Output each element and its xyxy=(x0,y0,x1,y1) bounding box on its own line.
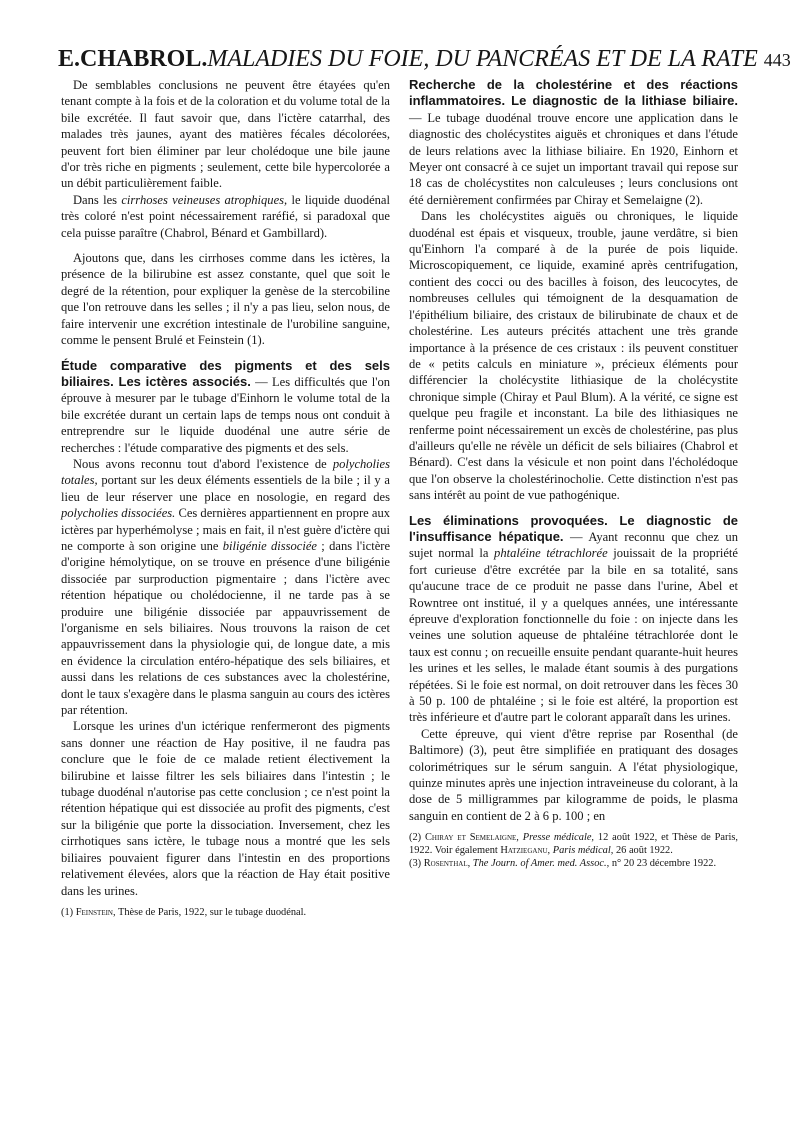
footnote: (1) Feinstein, Thèse de Paris, 1922, sur le tubage duodénal. xyxy=(61,906,307,918)
header-title: MALADIES DU FOIE, DU PANCRÉAS ET DE LA RATE xyxy=(207,46,758,72)
footnote-separator xyxy=(409,828,738,829)
section-heading: Les éliminations provoquées. Le diagnostic de l'insuffisance hépatique. xyxy=(409,512,738,544)
left-column: De semblables conclusions ne peuvent être étayées qu'en tenant compte à la fois et de la coloration et du volume total de la bile excrétée. Il faut savoir que, dans l'ictère catarrhal, des malades très jaunes, ayant des matières fécales décolorées, peuvent fort bien éliminer par leur cholédoque une bile jaune d'or très riche en pigments ; seulement, cette bile hypercolorée a un débit particulièrement faible. Dans les cirrhoses veineuses atrophiques, le liquide duodénal très coloré n'est point nécessairement raréfié, si paradoxal que cela puisse paraître (Chabrol, Bénard et Gambillard). Ajoutons que, dans les cirrhoses comme dans les ictères, la présence de la bilirubine est assez constante, quel que soit le degré de la rétention, pour expliquer la genèse de la stercobiline que l'on retrouve dans les selles ; il n'y a pas lieu, selon nous, de faire intervenir une excrétion intestinale de l'urobiline sanguine, comme le pensent Brulé et Feinstein (1). Étude comparative des pigments et des sels biliaires. Les ictères associés. — Les difficultés que l'on éprouve à mesurer par le tubage d'Einhorn le volume total de la bile excrétée durant un certain laps de temps nous ont conduit à entreprendre sur le liquide duodénal une autre série de recherches : l'étude comparative des pigments et des sels. Nous avons reconnu tout d'abord l'existence de polycholies totales, portant sur les deux éléments essentiels de la bile ; il y a lieu de leur réserver une place en nosologie, en regard des polycholies dissociées. Ces dernières appartiennent en propre aux ictères par hyperhémolyse ; mais en fait, il n'est guère d'ictère qui ne comporte à son origine une biligénie dissociée ; dans l'ictère d'origine hémolytique, on se trouve en présence d'une biligénie dissociée par surproduction pigmentaire ; dans l'ictère avec rétention hépatique ou cholédocienne, il ne tarde pas à se produire une biligénie dissociée par appauvrissement de l'organisme en sels biliaires. Nous trouvons la raison de cet appauvrissement dans la physiologie qui, de longue date, a mis en évidence la circulation entéro-hépatique des sels biliaires, et aussi dans les relations de ces substances avec la cholestérine, dont le taux s'exagère dans le plasma sanguin au cours des ictères par rétention. Lorsque les urines d'un ictérique renfermeront des pigments sans donner une réaction de Hay positive, il ne faudra pas conclure que le foie de ce malade retient électivement la bilirubine et laisse filtrer les sels biliaires dans l'intestin ; le tubage duodénal n'autorise pas cette conclusion ; ce n'est point la rétention hépatique qui est dissociée au profit des pigments, c'est sur la biligénie que porte la dissociation. Inversement, chez les cirrhotiques sans ictère, le tubage nous a montré que les sels biliaires pouvaient figurer dans l'intestin en des proportions relativement élevées, alors que la réaction de Hay était positive dans les urines. (1) Feinstein, Thèse de Paris, 1922, sur le tubage duodénal. xyxy=(61,78,391,918)
paragraph: Nous avons reconnu tout d'abord l'existence de polycholies totales, portant sur les deux éléments essentiels de la bile ; il y a lieu de leur réserver une place en nosologie, en regard des polycholies dissociées. Ces dernières appartiennent en propre aux ictères par hyperhémolyse ; mais en fait, il n'est guère d'ictère qui ne comporte à son origine une biligénie dissociée ; dans l'ictère d'origine hémolytique, on se trouve en présence d'une biligénie dissociée par surproduction pigmentaire ; dans l'ictère avec rétention hépatique ou cholédocienne, il ne tarde pas à se produire une biligénie dissociée par appauvrissement de l'organisme en sels biliaires. Nous trouvons la raison de cet appauvrissement dans la physiologie qui, de longue date, a mis en évidence la circulation entéro-hépatique des sels biliaires, et aussi dans les relations de ces substances avec la cholestérine, dont le taux s'exagère dans le plasma sanguin au cours des ictères par rétention. xyxy=(61,456,391,718)
footnote: (3) Rosenthal, The Journ. of Amer. med. Assoc., n° 20 23 décembre 1922. xyxy=(409,858,717,870)
running-header xyxy=(58,45,791,74)
footnote: (2) Chiray et Semelaigne, Presse médicale, 12 août 1922, et Thèse de Paris, 1922. Voir également Hatzieganu, Paris médical, 26 août 1922. xyxy=(409,832,739,857)
section-heading: Étude comparative des pigments et des sels biliaires. Les ictères associés. xyxy=(61,357,390,389)
paragraph: Lorsque les urines d'un ictérique renfermeront des pigments sans donner une réaction de Hay positive, il ne faudra pas conclure que le foie de ce malade retient électivement la bilirubine et laisse filtrer les sels biliaires dans l'intestin ; le tubage duodénal n'autorise pas cette conclusion ; ce n'est point la rétention hépatique qui est dissociée au profit des pigments, c'est sur la biligénie que porte la dissociation. Inversement, chez les cirrhotiques sans ictère, le tubage nous a montré que les sels biliaires pouvaient figurer dans l'intestin en des proportions relativement élevées, alors que la réaction de Hay était positive dans les urines. xyxy=(61,719,390,898)
header-author: E.CHABROL. xyxy=(58,46,208,72)
paragraph: Dans les cirrhoses veineuses atrophiques, le liquide duodénal très coloré n'est point nécessairement raréfié, si paradoxal que cela puisse paraître (Chabrol, Bénard et Gambillard). xyxy=(61,192,390,240)
paragraph: De semblables conclusions ne peuvent être étayées qu'en tenant compte à la fois et de la coloration et du volume total de la bile excrétée. Il faut savoir que, dans l'ictère catarrhal, des malades très jaunes, ayant des matières fécales décolorées, peuvent fort bien éliminer par leur cholédoque une bile jaune d'or très riche en pigments ; seulement, cette bile hypercolorée a un débit particulièrement faible. xyxy=(61,78,390,191)
page-number: 443 xyxy=(763,50,791,70)
footnote-separator xyxy=(61,903,390,904)
paragraph: Dans les cholécystites aiguës ou chroniques, le liquide duodénal est épais et visqueux, trouble, jaune verdâtre, si bien qu'Einhorn l'a comparé à de la purée de pois liquide. Microscopiquement, ce liquide, examiné après centrifugation, contient des cocci ou des bacilles à foison, des leucocytes, de nombreuses cellules qui témoignent de la desquamation de l'épithélium biliaire, des cristaux de bilirubinate de chaux et de cholestérine. Les auteurs précités attachent une très grande importance à la présence de ces cristaux : ils peuvent constituer de « petits calculs en miniature », précieux éléments pour différencier la cholécystite lithiasique de la cholécystite chronique simple (Chiray et Paul Blum). A la vérité, ce signe est quelque peu fragile et inconstant. La bile des lithiasiques ne renferme point nécessairement un excès de cholestérine, pas plus d'ailleurs qu'elle ne révèle un déficit de sels biliaires (Chabrol et Bénard). C'est dans la vésicule et non point dans l'écholédoque que l'on observe la cholestérinocholie. Cette distinction n'est pas sans intérêt au point de vue pathogénique. xyxy=(409,209,738,503)
paragraph: Ajoutons que, dans les cirrhoses comme dans les ictères, la présence de la bilirubine est assez constante, quel que soit le degré de la rétention, pour expliquer la genèse de la stercobiline que l'on retrouve dans les selles ; il n'y a pas lieu, selon nous, de faire intervenir une excrétion intestinale de l'urobiline sanguine, comme le pensent Brulé et Feinstein (1). xyxy=(61,251,390,348)
section-heading: Recherche de la cholestérine et des réactions inflammatoires. Le diagnostic de la lithiase biliaire. xyxy=(409,77,738,109)
right-column: Recherche de la cholestérine et des réactions inflammatoires. Le diagnostic de la lithiase biliaire. — Le tubage duodénal trouve encore une application dans le diagnostic des cholécystites aiguës et chroniques et dans l'étude de leurs relations avec la lithiase biliaire. En 1920, Einhorn et Meyer ont consacré à ce sujet un important travail qui repose sur 18 cas de cholécystites non calculeuses ; leurs conclusions ont été dernièrement confirmées par Chiray et Semelaigne (2). Dans les cholécystites aiguës ou chroniques, le liquide duodénal est épais et visqueux, trouble, jaune verdâtre, si bien qu'Einhorn l'a comparé à de la purée de pois liquide. Microscopiquement, ce liquide, examiné après centrifugation, contient des cocci ou des bacilles à foison, des leucocytes, de nombreuses cellules qui témoignent de la desquamation de l'épithélium biliaire, des cristaux de bilirubinate de chaux et de cholestérine. Les auteurs précités attachent une très grande importance à la présence de ces cristaux : ils peuvent constituer de « petits calculs en miniature », précieux éléments pour différencier la cholécystite lithiasique de la cholécystite chronique simple (Chiray et Paul Blum). A la vérité, ce signe est quelque peu fragile et inconstant. La bile des lithiasiques ne renferme point nécessairement un excès de cholestérine, pas plus d'ailleurs qu'elle ne révèle un déficit de sels biliaires (Chabrol et Bénard). C'est dans la vésicule et non point dans l'écholédoque que l'on observe la cholestérinocholie. Cette distinction n'est pas sans intérêt au point de vue pathogénique. Les éliminations provoquées. Le diagnostic de l'insuffisance hépatique. — Ayant reconnu que chez un sujet normal la phtaléine tétrachlorée jouissait de la propriété fort curieuse d'être excrétée par la bile en sa totalité, sans qu'aucune trace de ce produit ne passe dans l'urine, Abel et Rowntree ont institué, il y a quelques années, une intéressante épreuve d'exploration fonctionnelle du foie : on injecte dans les veines une solution aqueuse de phtaléine tétrachlorée dont le taux est connu ; on recueille ensuite pendant quarante-huit heures les urines et les selles, le malade étant soumis à des purgations répétées. Si le foie est normal, on doit retrouver dans les fèces 30 à 50 p. 100 de phtaléine ; si le foie est altéré, la proportion est très inférieure et d'autre part le colorant apparaît dans les urines. Cette épreuve, qui vient d'être reprise par Rosenthal (de Baltimore) (3), peut être simplifiée en pratiquant des dosages colorimétriques sur le sérum sanguin. A l'état physiologique, quinze minutes après une injection intraveineuse du colorant, à la dose de 5 milligrammes par kilogramme de poids, le plasma sanguin en contient de 2 à 6 p. 100 ; en (2) Chiray et Semelaigne, Presse médicale, 12 août 1922, et Thèse de Paris, 1922. Voir également Hatzieganu, Paris médical, 26 août 1922. (3) Rosenthal, The Journ. of Amer. med. Assoc., n° 20 23 décembre 1922. xyxy=(409,77,739,870)
paragraph: Cette épreuve, qui vient d'être reprise par Rosenthal (de Baltimore) (3), peut être simplifiée en pratiquant des dosages colorimétriques sur le sérum sanguin. A l'état physiologique, quinze minutes après une injection intraveineuse du colorant, à la dose de 5 milligrammes par kilogramme de poids, le plasma sanguin en contient de 2 à 6 p. 100 ; en xyxy=(409,726,738,823)
